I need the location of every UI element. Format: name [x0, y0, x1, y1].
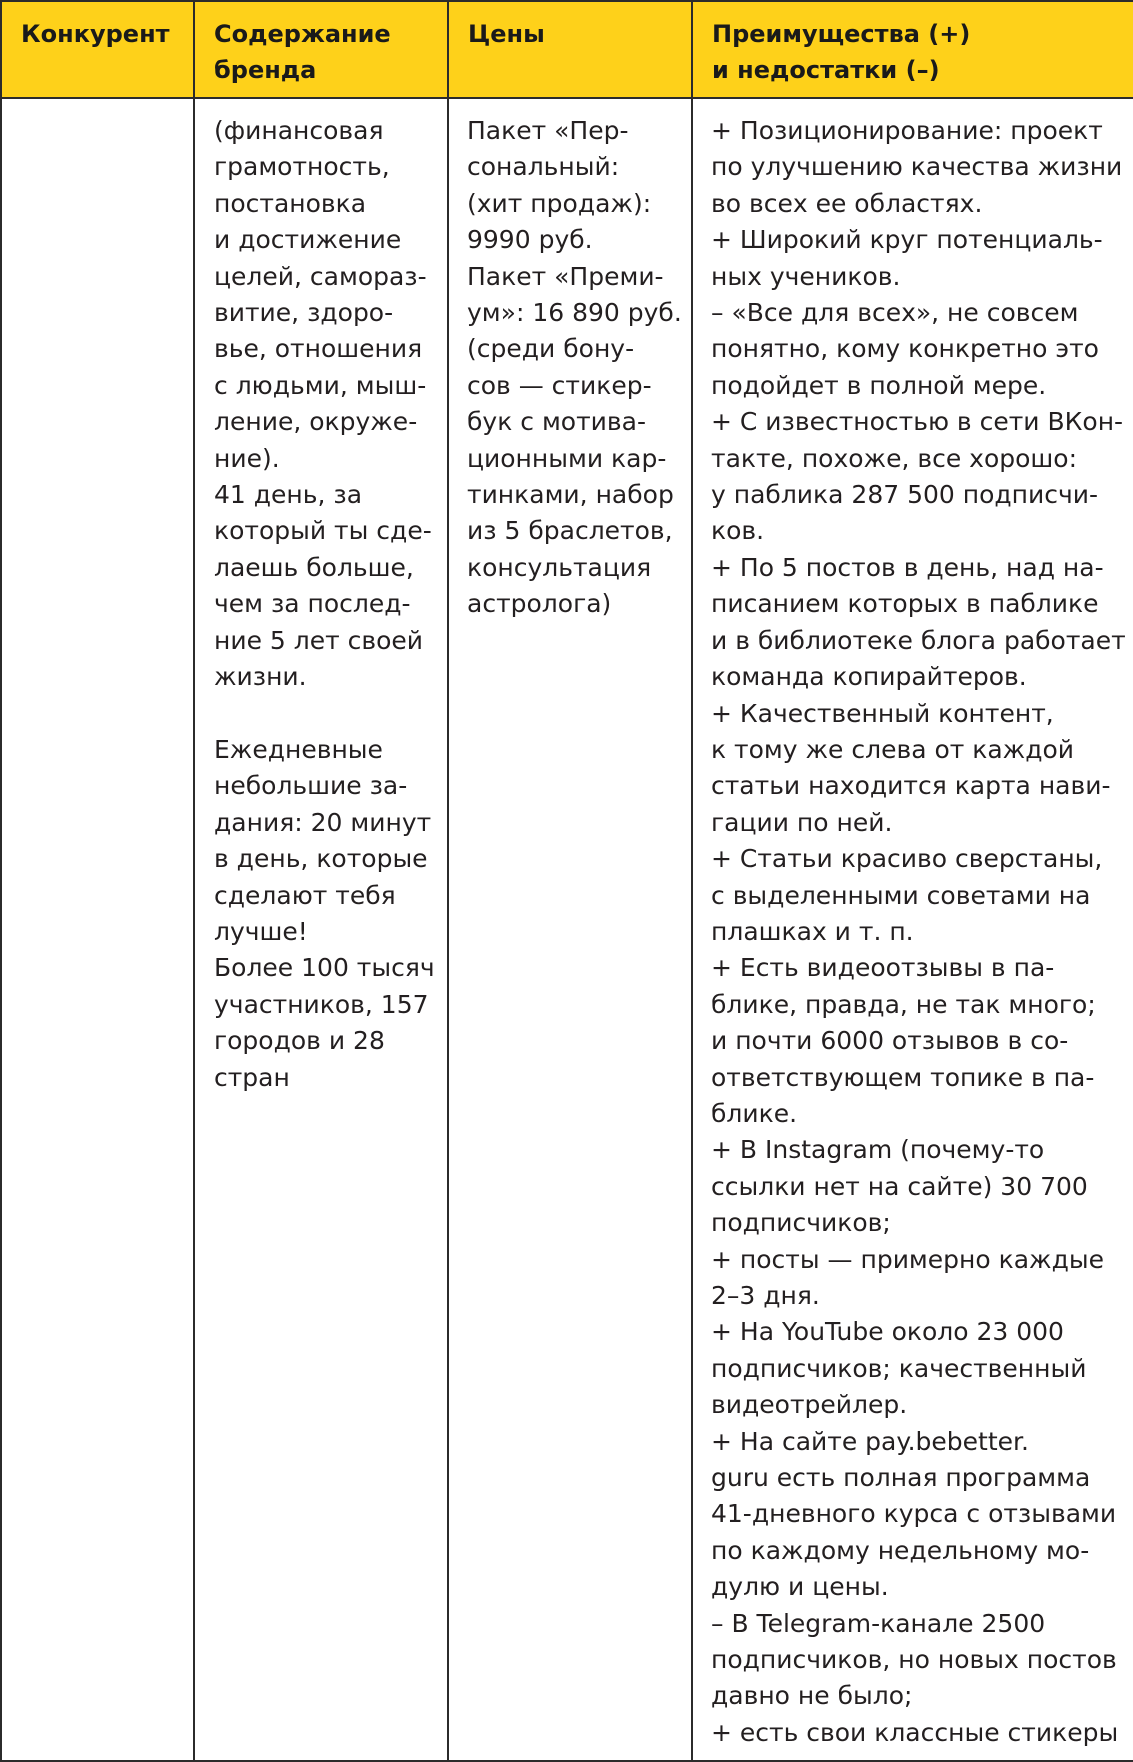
text-line: сональный: — [467, 152, 620, 182]
text-line: блике. — [711, 1098, 798, 1128]
text-line: (хит продаж): — [467, 188, 652, 218]
table-header-row — [1, 1, 1133, 98]
text-line: постановка — [214, 188, 367, 218]
text-line: + На YouTube около 23 000 — [711, 1317, 1064, 1347]
text-line: лучше! — [214, 916, 308, 946]
text-line: 9990 руб. — [467, 225, 593, 255]
text-line: – В Telegram-канале 2500 — [711, 1608, 1046, 1638]
text-line: блике, правда, не так много; — [711, 989, 1096, 1019]
text-line: писанием которых в паблике — [711, 589, 1099, 619]
text-line: ков. — [711, 516, 765, 546]
header-brand-content — [194, 1, 448, 98]
text-line: жизни. — [214, 662, 307, 692]
text-line: – «Все для всех», не совсем — [711, 298, 1079, 328]
text-line: сделают тебя — [214, 880, 396, 910]
text-line: бренда — [214, 56, 317, 84]
text-line: Конкурент — [21, 20, 170, 48]
text-line: + С известностью в сети ВКон- — [711, 407, 1124, 437]
header-prices — [448, 1, 692, 98]
text-line: давно не было; — [711, 1681, 913, 1711]
text-line: и почти 6000 отзывов в со- — [711, 1026, 1069, 1056]
text-line: + Позиционирование: проект — [711, 116, 1103, 145]
text-line: лаешь больше, — [214, 552, 414, 582]
text-line: у паблика 287 500 подписчи- — [711, 480, 1099, 510]
text-line: сов — стикер- — [467, 370, 652, 400]
text-line: витие, здоро- — [214, 298, 394, 328]
text-line: (финансовая — [214, 116, 384, 145]
cell-competitor — [1, 98, 194, 1761]
text-line: в день, которые — [214, 844, 428, 874]
text-line: с людьми, мыш- — [214, 370, 427, 400]
text-line: guru есть полная программа — [711, 1463, 1091, 1493]
brand-content-block-2 — [214, 732, 435, 1096]
text-line: ление, окруже- — [214, 407, 418, 437]
text-line: тинками, набор — [467, 480, 674, 510]
text-line: и достижение — [214, 225, 402, 255]
text-line: подписчиков; — [711, 1208, 891, 1238]
text-line: (среди бону- — [467, 334, 635, 364]
text-line: Цены — [468, 20, 545, 48]
text-line: 41-дневного курса с отзывами — [711, 1499, 1117, 1529]
text-line: Ежедневные — [214, 734, 383, 764]
text-line: консультация — [467, 552, 652, 582]
table-row — [1, 98, 1133, 1761]
text-line: во всех ее областях. — [711, 188, 983, 218]
text-line: + Есть видеоотзывы в па- — [711, 953, 1055, 983]
header-competitor — [1, 1, 194, 98]
text-line: целей, самораз- — [214, 261, 427, 291]
cell-prices — [448, 98, 692, 1761]
text-line: дания: 20 минут — [214, 807, 432, 837]
text-line: Пакет «Преми- — [467, 261, 664, 291]
text-line: гации по ней. — [711, 807, 893, 837]
text-line: Пакет «Пер- — [467, 116, 629, 145]
text-line: из 5 браслетов, — [467, 516, 673, 546]
text-line: к тому же слева от каждой — [711, 734, 1075, 764]
text-line: по улучшению качества жизни — [711, 152, 1123, 182]
text-line: по каждому недельному мо- — [711, 1535, 1090, 1565]
brand-content-block-1 — [214, 113, 431, 696]
text-line: + Качественный контент, — [711, 698, 1054, 728]
text-line: ционными кар- — [467, 443, 667, 473]
text-line: грамотность, — [214, 152, 390, 182]
text-line: ных учеников. — [711, 261, 901, 291]
cell-brand-content — [194, 98, 448, 1761]
text-line: + В Instagram (почему-то — [711, 1135, 1045, 1165]
text-line: команда копирайтеров. — [711, 662, 1027, 692]
text-line: с выделенными советами на — [711, 880, 1091, 910]
text-line: ние 5 лет своей — [214, 625, 424, 655]
text-line: понятно, кому конкретно это — [711, 334, 1099, 364]
text-line: и в библиотеке блога работает — [711, 625, 1126, 655]
text-line: + Статьи красиво сверстаны, — [711, 844, 1103, 874]
text-line: подойдет в полной мере. — [711, 370, 1047, 400]
text-line: + По 5 постов в день, над на- — [711, 552, 1104, 582]
text-line: бук с мотива- — [467, 407, 646, 437]
text-line: ссылки нет на сайте) 30 700 — [711, 1171, 1088, 1201]
text-line: + посты — примерно каждые — [711, 1244, 1104, 1274]
text-line: 41 день, за — [214, 480, 363, 510]
text-line: стран — [214, 1062, 290, 1092]
text-line: городов и 28 — [214, 1026, 385, 1056]
text-line: Преимущества (+) — [712, 20, 971, 48]
text-line: подписчиков, но новых постов — [711, 1645, 1117, 1675]
text-line: + есть свои классные стикеры — [711, 1717, 1119, 1747]
cell-pros-cons — [692, 98, 1133, 1761]
text-line: + Широкий круг потенциаль- — [711, 225, 1103, 255]
text-line: и недостатки (–) — [712, 56, 940, 84]
text-line: подписчиков; качественный — [711, 1353, 1087, 1383]
text-line: астролога) — [467, 589, 612, 619]
text-line: Более 100 тысяч — [214, 953, 435, 983]
text-line: дулю и цены. — [711, 1572, 889, 1602]
text-line: плашках и т. п. — [711, 916, 914, 946]
text-line: небольшие за- — [214, 771, 408, 801]
header-pros-cons — [692, 1, 1133, 98]
text-line: ние). — [214, 443, 280, 473]
text-line: участников, 157 — [214, 989, 429, 1019]
text-line: статьи находится карта нави- — [711, 771, 1111, 801]
text-line: Содержание — [214, 20, 391, 48]
text-line: чем за послед- — [214, 589, 411, 619]
text-line: ответствующем топике в па- — [711, 1062, 1095, 1092]
text-line: ум»: 16 890 руб. — [467, 298, 682, 328]
paragraph-gap — [214, 696, 431, 732]
text-line: 2–3 дня. — [711, 1281, 820, 1310]
text-line: вье, отношения — [214, 334, 423, 364]
text-line: видеотрейлер. — [711, 1390, 908, 1420]
text-line: + На сайте pay.bebetter. — [711, 1426, 1029, 1456]
text-line: который ты сде- — [214, 516, 432, 546]
text-line: такте, похоже, все хорошо: — [711, 443, 1078, 473]
